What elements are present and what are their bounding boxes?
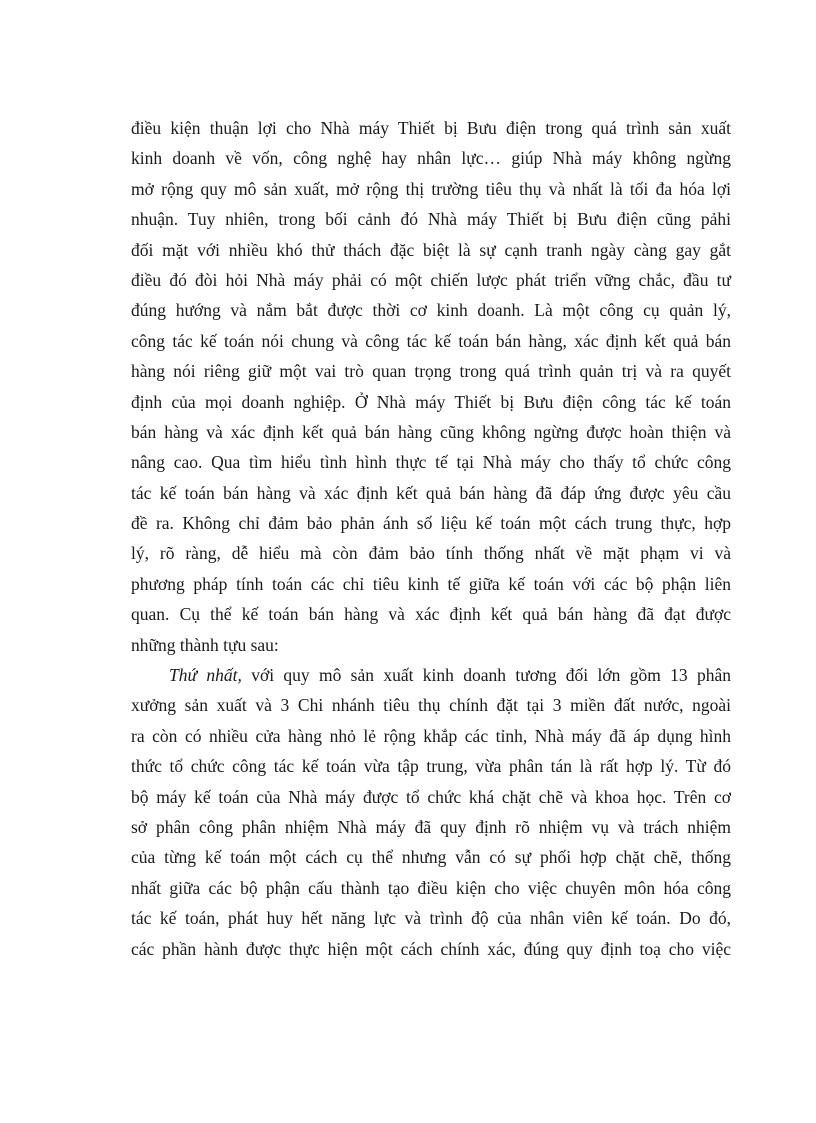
text-line: bán hàng và xác định kết quả bán hàng cũng không ngừng được hoàn thiện và (131, 421, 731, 442)
text-line: nâng cao. Qua tìm hiểu tình hình thực tế tại Nhà máy cho thấy tổ chức công (131, 452, 731, 473)
text-line: đề ra. Không chỉ đảm bảo phản ánh số liệu kế toán một cách trung thực, hợp (131, 513, 731, 534)
text-line: nhất giữa các bộ phận cấu thành tạo điều kiện cho việc chuyên môn hóa công (131, 877, 731, 898)
text-line: đúng hướng và nắm bắt được thời cơ kinh doanh. Là một công cụ quản lý, (131, 300, 731, 321)
paragraph-lead-italic: Thứ nhất, (169, 665, 242, 686)
text-line: mở rộng quy mô sản xuất, mở rộng thị trường tiêu thụ và nhất là tối đa hóa lợi (131, 178, 731, 199)
text-line: ra còn có nhiều cửa hàng nhỏ lẻ rộng khắp các tỉnh, Nhà máy đã áp dụng hình (131, 725, 731, 746)
text-line: quan. Cụ thể kế toán bán hàng và xác định kết quả bán hàng đã đạt được (131, 604, 731, 625)
text-line: những thành tựu sau: (131, 634, 279, 655)
text-line: bộ máy kế toán của Nhà máy được tổ chức khá chặt chẽ và khoa học. Trên cơ (131, 786, 731, 807)
text-line: tác kế toán, phát huy hết năng lực và trình độ của nhân viên kế toán. Do đó, (131, 908, 731, 929)
body-text (131, 113, 731, 964)
paragraph-2 (131, 660, 731, 964)
text-line: hàng nói riêng giữ một vai trò quan trọng trong quá trình quản trị và ra quyết (131, 361, 731, 382)
text-line: phương pháp tính toán các chỉ tiêu kinh tế giữa kế toán với các bộ phận liên (131, 573, 731, 594)
text-line: sở phân công phân nhiệm Nhà máy đã quy định rõ nhiệm vụ và trách nhiệm (131, 816, 731, 837)
text-line: điều đó đòi hỏi Nhà máy phải có một chiến lược phát triển vững chắc, đầu tư (131, 269, 731, 290)
text-line: tác kế toán bán hàng và xác định kết quả bán hàng đã đáp ứng được yêu cầu (131, 482, 731, 503)
text-line: định của mọi doanh nghiệp. Ở Nhà máy Thiết bị Bưu điện công tác kế toán (131, 391, 731, 412)
text-line: thức tổ chức công tác kế toán vừa tập trung, vừa phân tán là rất hợp lý. Từ đó (131, 756, 731, 777)
text-line: lý, rõ ràng, dễ hiểu mà còn đảm bảo tính thống nhất về mặt phạm vi và (131, 543, 731, 564)
text-line: xưởng sản xuất và 3 Chi nhánh tiêu thụ chính đặt tại 3 miền đất nước, ngoài (131, 695, 731, 716)
text-run: với quy mô sản xuất kinh doanh tương đối lớn gồm 13 phân (241, 665, 731, 686)
text-line: của từng kế toán một cách cụ thể nhưng vẫn có sự phối hợp chặt chẽ, thống (131, 847, 731, 868)
text-line: công tác kế toán nói chung và công tác kế toán bán hàng, xác định kết quả bán (131, 330, 731, 351)
text-line (131, 660, 731, 690)
text-line: điều kiện thuận lợi cho Nhà máy Thiết bị Bưu điện trong quá trình sản xuất (131, 118, 731, 138)
paragraph-1 (131, 113, 731, 660)
text-line: kinh doanh về vốn, công nghệ hay nhân lực… giúp Nhà máy không ngừng (131, 148, 731, 169)
text-line: đối mặt với nhiều khó thử thách đặc biệt là sự cạnh tranh ngày càng gay gắt (131, 239, 731, 260)
text-line: các phần hành được thực hiện một cách chính xác, đúng quy định toạ cho việc (131, 938, 731, 959)
text-line: nhuận. Tuy nhiên, trong bối cảnh đó Nhà máy Thiết bị Bưu điện cũng pảhi (131, 209, 731, 230)
